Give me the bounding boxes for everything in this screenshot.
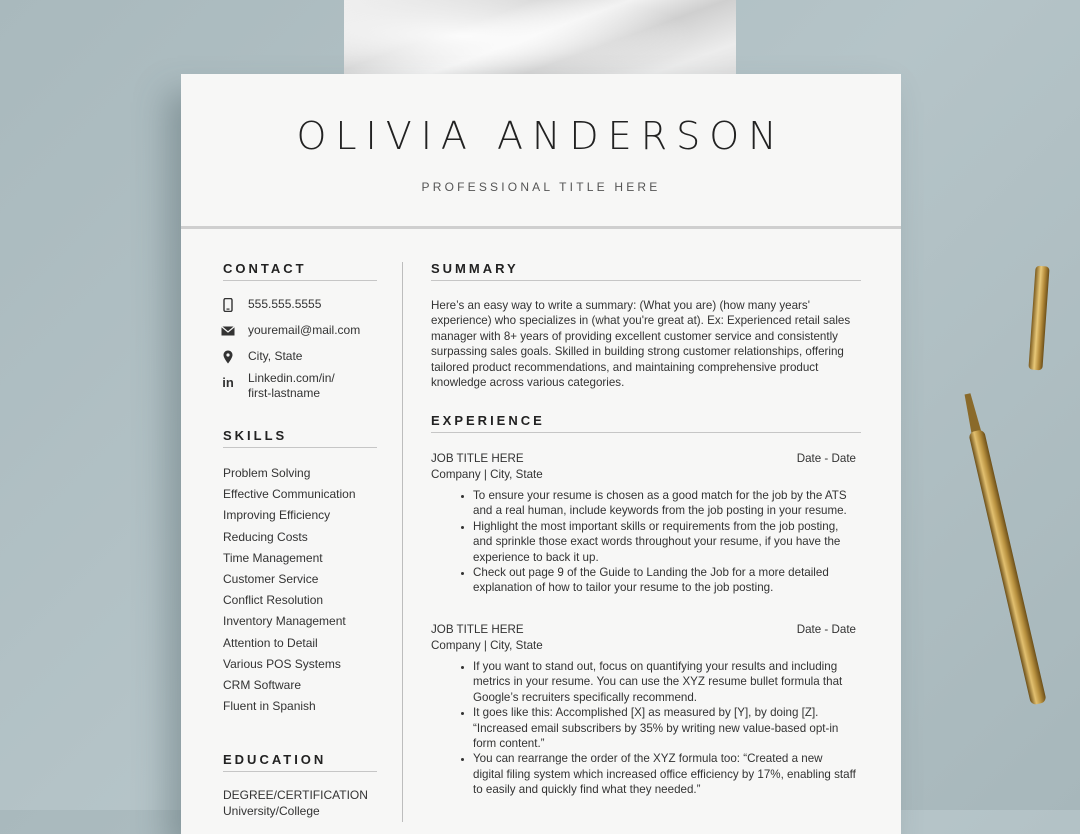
skill-item: Fluent in Spanish	[223, 699, 316, 714]
job-company: Company | City, State	[431, 467, 543, 481]
skill-item: Reducing Costs	[223, 529, 308, 544]
skills-heading: SKILLS	[223, 428, 288, 443]
phone-text: 555.555.5555	[248, 297, 322, 311]
experience-heading: EXPERIENCE	[431, 413, 545, 428]
candidate-name: OLIVIA ANDERSON	[296, 114, 786, 158]
pen-cap	[1020, 260, 1060, 375]
education-heading: EDUCATION	[223, 752, 327, 767]
education-school: University/College	[223, 804, 320, 818]
contact-linkedin	[221, 371, 335, 401]
job-bullets	[431, 488, 856, 596]
summary-text: Here’s an easy way to write a summary: (What you are) (how many years' experience) who specializes in (what you're great at). Ex: Experienced retail sales manager with 8+ years of providing excellent customer service and consistently surpassing sales goals. Skilled in building strong customer relationships, offering tailored product recommendations, and maintaining comprehensive product knowledge across various categories.	[431, 299, 851, 390]
job-bullet: • Check out page 9 of the Guide to Landing the Job for a more detailed explanation of how to tailor your resume to the job posting.	[473, 565, 856, 596]
skill-item: Improving Efficiency	[223, 508, 331, 523]
linkedin-text	[248, 371, 335, 401]
phone-icon	[221, 298, 235, 312]
education-degree: DEGREE/CERTIFICATION	[223, 788, 368, 802]
professional-title: PROFESSIONAL TITLE HERE	[421, 180, 661, 194]
summary-rule	[431, 280, 861, 281]
job-bullet: • Highlight the most important skills or requirements from the job posting, and sprinkle those exact words throughout your resume, if you have the experience to back it up.	[473, 519, 856, 565]
skill-item: Customer Service	[223, 571, 319, 586]
skills-list	[223, 463, 356, 717]
job-bullets	[431, 659, 856, 798]
linkedin-icon: in	[222, 374, 234, 390]
pen	[960, 378, 1060, 713]
contact-phone	[221, 297, 321, 312]
location-text: City, State	[248, 349, 303, 363]
skills-rule	[223, 447, 377, 448]
map-pin-icon	[221, 350, 235, 364]
job-title: JOB TITLE HERE	[431, 623, 524, 636]
skill-item: Effective Communication	[223, 487, 356, 502]
job-bullet: • It goes like this: Accomplished [X] as measured by [Y], by doing [Z]. “Increased email subscribers by 35% by writing new value-based opt-in form content.”	[473, 705, 856, 751]
skill-item: Inventory Management	[223, 614, 346, 629]
resume-header	[181, 74, 901, 226]
column-divider	[402, 262, 403, 822]
envelope-icon	[221, 324, 235, 338]
job-dates: Date - Date	[796, 452, 856, 465]
skill-item: Conflict Resolution	[223, 593, 324, 608]
skill-item: Attention to Detail	[223, 635, 318, 650]
skill-item: CRM Software	[223, 677, 302, 692]
linkedin-line1: Linkedin.com/in/	[248, 371, 335, 385]
skill-item: Time Management	[223, 550, 323, 565]
skill-item: Problem Solving	[223, 466, 311, 480]
contact-email	[221, 323, 360, 338]
contact-heading: CONTACT	[223, 261, 307, 276]
job-bullet: • To ensure your resume is chosen as a good match for the job by the ATS and a real human, include keywords from the job posting in your resume.	[473, 488, 856, 519]
job-bullet: • If you want to stand out, focus on quantifying your results and including metrics in your resume. You can use the XYZ resume bullet formula that Google’s recruiters specifically recommend.	[473, 659, 856, 705]
email-text: youremail@mail.com	[248, 323, 361, 337]
job-bullet: • You can rearrange the order of the XYZ formula too: “Created a new digital filing system which increased office efficiency by 17%, enabling staff to easily and quickly find what they needed.”	[473, 751, 856, 797]
contact-rule	[223, 280, 377, 281]
skill-item: Various POS Systems	[223, 656, 341, 671]
job-entry	[431, 622, 856, 798]
job-entry	[431, 451, 856, 596]
job-title: JOB TITLE HERE	[431, 452, 524, 465]
header-divider	[181, 226, 901, 229]
resume-page	[181, 74, 901, 834]
summary-heading: SUMMARY	[431, 261, 519, 276]
job-dates: Date - Date	[796, 623, 856, 636]
contact-location	[221, 349, 302, 364]
experience-rule	[431, 432, 861, 433]
job-company: Company | City, State	[431, 638, 543, 652]
education-rule	[223, 771, 377, 772]
linkedin-line2: first-lastname	[248, 386, 321, 400]
